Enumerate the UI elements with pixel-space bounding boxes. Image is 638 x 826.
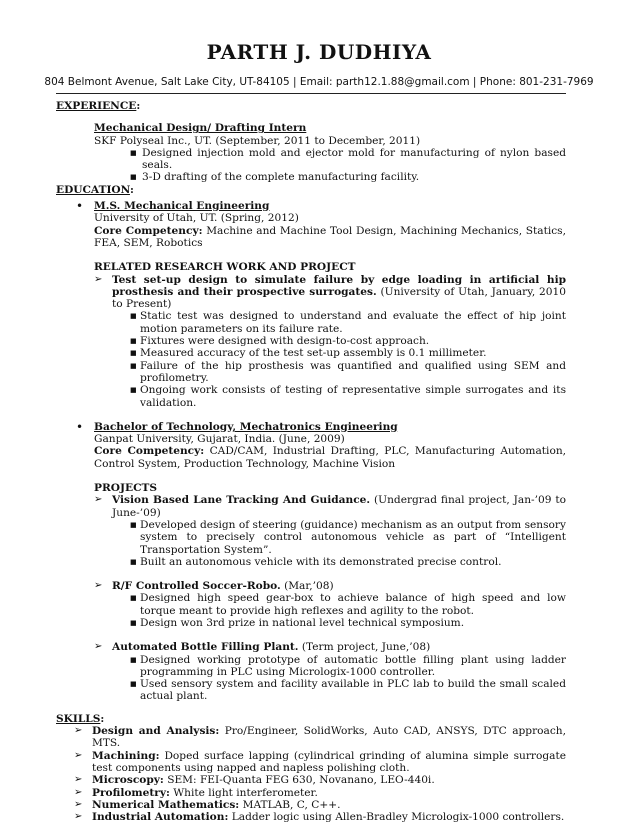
project-item: ➢ R/F Controlled Soccer-Robo. (Mar,’08) ■ Designed high speed gear-box to achieve balance of high speed and low torque meant to provide high reflexes and agility to the robot. ■ Design won 3rd prize in national level technical symposium. [94, 580, 566, 629]
arrow-bullet-icon: ➢ [74, 798, 83, 810]
square-bullet-icon: ■ [130, 361, 137, 370]
arrow-bullet-icon: ➢ [74, 725, 83, 737]
arrow-bullet-icon: ➢ [74, 749, 83, 761]
arrow-bullet-icon: ➢ [94, 494, 103, 506]
list-item: ■ Design won 3rd prize in national level technical symposium. [130, 616, 465, 629]
square-bullet-icon: ■ [130, 148, 137, 157]
project-item: ➢ Automated Bottle Filling Plant. (Term project, June,’08) ■ Designed working prototype of automatic bottle filling plant using ladder programming in PLC using Micrologix-1000 controller. ■ Used sensory system and facility available in PLC lab to build the small scaled actual plant. [94, 641, 566, 703]
arrow-bullet-icon: ➢ [94, 641, 103, 653]
experience-heading: EXPERIENCE [56, 100, 137, 112]
skill-item: ➢ Numerical Mathematics: MATLAB, C, C++. [74, 798, 341, 811]
square-bullet-icon: ■ [130, 173, 137, 182]
list-item: ■ 3-D drafting of the complete manufacturing facility. [130, 171, 420, 184]
skills-list [56, 725, 566, 823]
skill-item: ➢ Profilometry: White light interferometer. [74, 786, 318, 799]
experience-title: Mechanical Design/ Drafting Intern [94, 122, 307, 135]
project-item: ➢ Vision Based Lane Tracking And Guidance. (Undergrad final project, Jan-’09 to June-’09) ■ Developed design of steering (guidance) mechanism as an output from sensory system to precisely control autonomous vehicle as part of “Intelligent Transportation System”. ■ Built an autonomous vehicle with its demonstrated precise control. [94, 494, 566, 568]
contact-line: 804 Belmont Avenue, Salt Lake City, UT-84105 | Email: parth12.1.88@gmail.com | Phone: 801-231-7969 [44, 76, 594, 88]
projects-heading: PROJECTS [94, 482, 158, 495]
list-item: ■ Failure of the hip prosthesis was quantified and qualified using SEM and profilometry. [130, 359, 566, 384]
bullet-dot-icon: • [76, 199, 84, 214]
list-item: ■ Fixtures were designed with design-to-cost approach. [130, 335, 430, 348]
education-ms [76, 200, 566, 409]
arrow-bullet-icon: ➢ [94, 580, 103, 592]
arrow-bullet-icon: ➢ [94, 273, 103, 285]
education-section: EDUCATION: [56, 183, 134, 196]
header-rule [56, 93, 566, 94]
square-bullet-icon: ■ [130, 312, 137, 321]
research-project-title: Test set-up design to simulate failure by edge loading in artificial hip prosthesis and their prospective surrogates. [112, 273, 566, 298]
skill-item: ➢ Microscopy: SEM: FEI-Quanta FEG 630, Novanano, LEO-440i. [74, 774, 435, 787]
list-item: ■ Designed high speed gear-box to achieve balance of high speed and low torque meant to provide high reflexes and agility to the robot. [130, 592, 566, 617]
btech-core: Core Competency: CAD/CAM, Industrial Drafting, PLC, Manufacturing Automation, Control System, Production Technology, Machine Vision [94, 445, 567, 470]
resume-body [56, 100, 566, 823]
square-bullet-icon: ■ [130, 337, 137, 346]
square-bullet-icon: ■ [130, 594, 137, 603]
skills-heading: SKILLS [56, 712, 101, 725]
list-item: ■ Ongoing work consists of testing of representative simple surrogates and its validation. [130, 384, 566, 409]
arrow-bullet-icon: ➢ [74, 811, 83, 823]
btech-degree: Bachelor of Technology, Mechatronics Engineering [94, 420, 398, 433]
square-bullet-icon: ■ [130, 557, 137, 566]
list-item: ■ Designed injection mold and ejector mold for manufacturing of nylon based seals. [130, 146, 566, 172]
ms-degree: M.S. Mechanical Engineering [94, 200, 270, 213]
experience-section: EXPERIENCE: [56, 100, 141, 112]
skill-item: ➢ Industrial Automation: Ladder logic using Allen-Bradley Micrologix-1000 controllers. [74, 811, 565, 824]
arrow-bullet-icon: ➢ [74, 786, 83, 798]
square-bullet-icon: ■ [130, 618, 137, 627]
list-item: ■ Used sensory system and facility available in PLC lab to build the small scaled actual plant. [130, 678, 566, 703]
ms-school: University of Utah, UT. (Spring, 2012) [94, 212, 299, 225]
list-item: ■ Static test was designed to understand and evaluate the effect of hip joint motion parameters on its failure rate. [130, 310, 566, 335]
square-bullet-icon: ■ [130, 386, 137, 395]
square-bullet-icon: ■ [130, 680, 137, 689]
bullet-dot-icon: • [76, 419, 84, 434]
square-bullet-icon: ■ [130, 349, 137, 358]
skill-item: ➢ Machining: Doped surface lapping (cylindrical grinding of alumina simple surrogate test components using napped and napless polishing cloth. [74, 749, 566, 774]
research-project: ➢ Test set-up design to simulate failure by edge loading in artificial hip prosthesis and their prospective surrogates. (University of Utah, January, 2010 to Present) ■ Static test was designed to understand and evaluate the effect of hip joint motion parameters on its failure rate. ■ Fixtures were designed with design-to-cost approach. ■ Measured accuracy of the test set-up assembly is 0.1 millimeter. ■ Failure of the hip prosthesis was quantified and qualified using SEM and profilometry. ■ Ongoing work consists of testing of representative simple surrogates and its validation. [94, 273, 566, 409]
list-item: ■ Designed working prototype of automatic bottle filling plant using ladder programming in PLC using Micrologix-1000 controller. [130, 653, 566, 678]
experience-entry [94, 122, 566, 147]
education-btech [76, 421, 566, 703]
education-heading: EDUCATION [56, 183, 130, 196]
skills-section: SKILLS: [56, 712, 105, 725]
skill-item: ➢ Design and Analysis: Pro/Engineer, SolidWorks, Auto CAD, ANSYS, DTC approach, MTS. [74, 725, 566, 750]
list-item: ■ Measured accuracy of the test set-up assembly is 0.1 millimeter. [130, 347, 487, 360]
ms-core: Core Competency: Machine and Machine Tool Design, Machining Mechanics, Statics, FEA, SEM, Robotics [94, 224, 566, 249]
list-item: ■ Developed design of steering (guidance) mechanism as an output from sensory system to precisely control autonomous vehicle as part of “Intelligent Transportation System”. [130, 518, 566, 556]
btech-school: Ganpat University, Gujarat, India. (June, 2009) [94, 433, 345, 446]
resume-name: PARTH J. DUDHIYA [206, 40, 432, 64]
arrow-bullet-icon: ➢ [74, 774, 83, 786]
square-bullet-icon: ■ [130, 655, 137, 664]
list-item: ■ Built an autonomous vehicle with its demonstrated precise control. [130, 555, 502, 568]
experience-company: SKF Polyseal Inc., UT. (September, 2011 to December, 2011) [94, 134, 421, 147]
research-heading: RELATED RESEARCH WORK AND PROJECT [94, 261, 356, 274]
square-bullet-icon: ■ [130, 520, 137, 529]
